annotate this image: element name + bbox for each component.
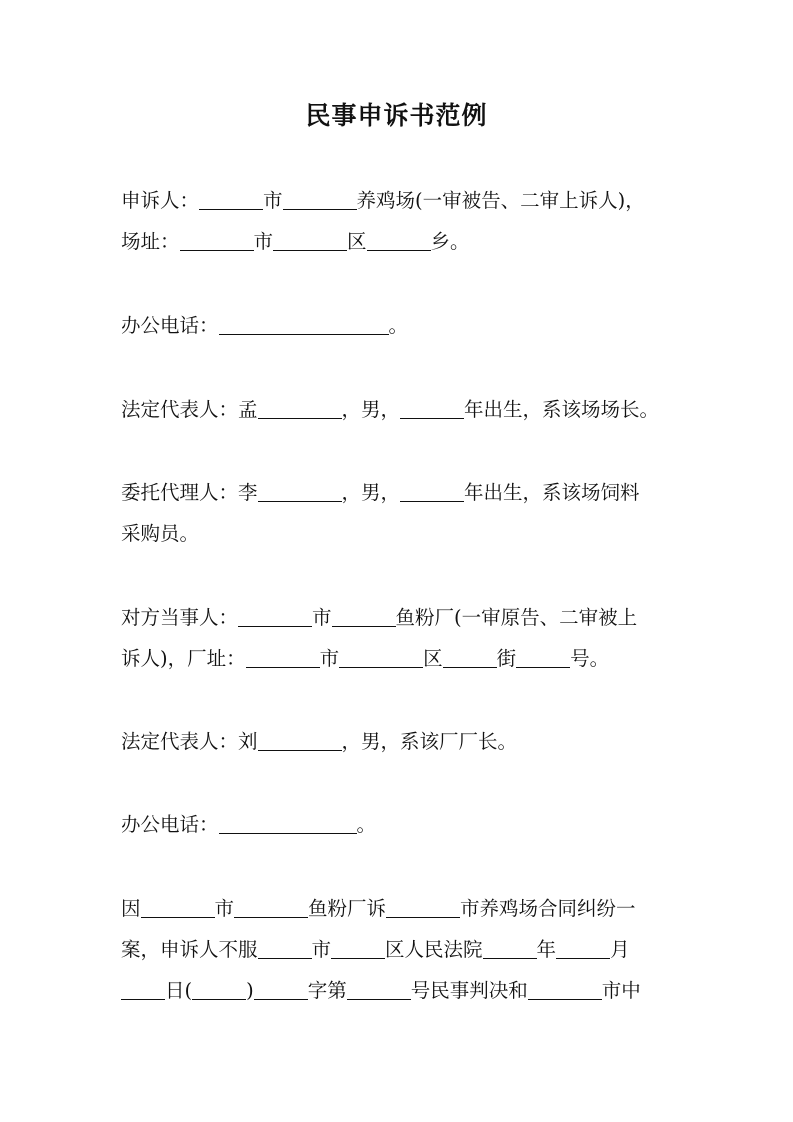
blank xyxy=(141,895,215,918)
blank xyxy=(180,228,254,251)
office-phone-paragraph xyxy=(121,305,681,346)
text: 法定代表人：孟 xyxy=(121,398,258,421)
text: 市 xyxy=(319,647,340,670)
blank xyxy=(283,187,357,210)
text: 市 xyxy=(312,606,332,629)
text: ，男， xyxy=(341,398,401,421)
blank xyxy=(367,228,431,251)
legal-rep-paragraph xyxy=(121,389,681,430)
blank xyxy=(121,977,165,1000)
text: 场址： xyxy=(121,230,180,253)
case-paragraph xyxy=(121,888,681,1011)
text: 鱼粉厂(一审原告、二审被上 xyxy=(395,606,638,629)
text: 市中 xyxy=(601,979,641,1002)
blank xyxy=(238,604,312,627)
blank xyxy=(339,645,423,668)
text: 字第 xyxy=(307,979,347,1002)
counterparty-paragraph xyxy=(121,597,681,679)
text: 市 xyxy=(311,938,332,961)
blank xyxy=(219,811,357,834)
counterparty-rep-paragraph xyxy=(121,721,681,762)
text: 年出生，系该场场长。 xyxy=(464,398,660,421)
text: 法定代表人：刘 xyxy=(121,730,258,753)
text: 因 xyxy=(121,897,141,920)
text: ，男，系该厂厂长。 xyxy=(341,730,518,753)
text: 鱼粉厂诉 xyxy=(308,897,387,920)
text: 乡。 xyxy=(430,230,470,253)
blank xyxy=(258,396,342,419)
blank xyxy=(273,228,347,251)
blank xyxy=(258,479,342,502)
text: 。 xyxy=(388,314,409,337)
text: 。 xyxy=(356,813,377,836)
text: 办公电话： xyxy=(121,314,219,337)
text: 区人民法院 xyxy=(385,938,483,961)
appellant-paragraph xyxy=(121,180,681,262)
blank xyxy=(386,895,460,918)
text: 养鸡场(一审被告、二审上诉人)， xyxy=(356,189,645,212)
text: 年 xyxy=(536,938,557,961)
text: 办公电话： xyxy=(121,813,219,836)
blank xyxy=(254,977,308,1000)
text: 委托代理人：李 xyxy=(121,481,258,504)
text: 日( xyxy=(165,979,193,1002)
text: 市 xyxy=(214,897,235,920)
text: 号。 xyxy=(570,647,610,670)
text: 月 xyxy=(610,938,630,961)
blank xyxy=(199,187,263,210)
blank xyxy=(258,728,342,751)
text: 区 xyxy=(347,230,367,253)
text: ，男， xyxy=(341,481,401,504)
text: ) xyxy=(246,979,254,1002)
blank xyxy=(192,977,246,1000)
blank xyxy=(331,936,385,959)
blank xyxy=(400,396,464,419)
text: 对方当事人： xyxy=(121,606,239,629)
blank xyxy=(332,604,396,627)
text: 市 xyxy=(253,230,274,253)
text: 案，申诉人不服 xyxy=(121,938,258,961)
text: 采购员。 xyxy=(121,522,200,545)
blank xyxy=(258,936,312,959)
document-title: 民事申诉书范例 xyxy=(305,101,488,130)
agent-paragraph xyxy=(121,472,681,554)
blank xyxy=(347,977,411,1000)
blank xyxy=(400,479,464,502)
blank xyxy=(234,895,308,918)
blank xyxy=(528,977,602,1000)
blank xyxy=(219,312,389,335)
text: 市 xyxy=(263,189,283,212)
text: 街 xyxy=(496,647,517,670)
text: 市养鸡场合同纠纷一 xyxy=(460,897,636,920)
text: 申诉人： xyxy=(121,189,200,212)
text: 诉人)，厂址： xyxy=(121,647,246,670)
counterparty-phone-paragraph xyxy=(121,804,681,845)
text: 年出生，系该场饲料 xyxy=(464,481,640,504)
blank xyxy=(556,936,610,959)
text: 号民事判决和 xyxy=(410,979,528,1002)
blank xyxy=(443,645,497,668)
blank xyxy=(483,936,537,959)
text: 区 xyxy=(423,647,443,670)
blank xyxy=(246,645,320,668)
blank xyxy=(516,645,570,668)
